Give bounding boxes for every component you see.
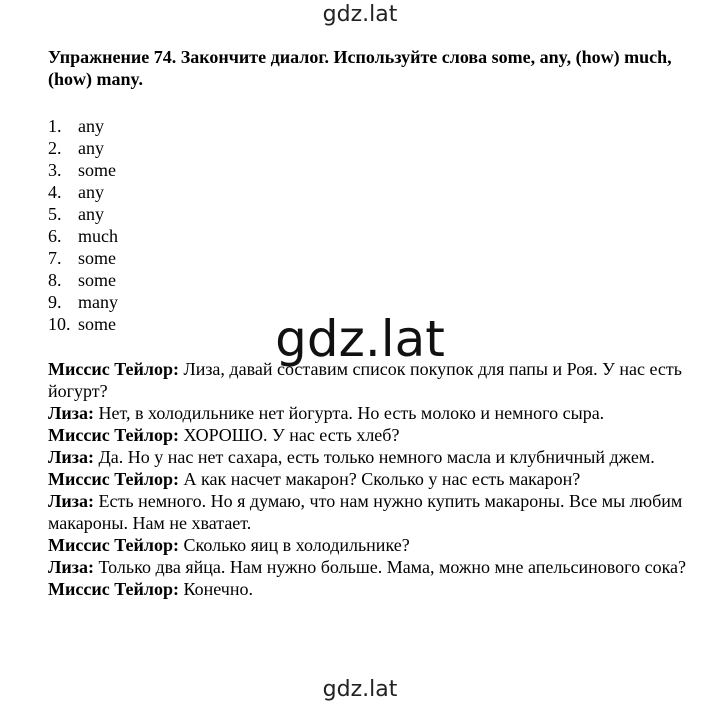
watermark-bottom: gdz.lat [322, 677, 398, 702]
speaker-name: Лиза: [48, 447, 95, 467]
answer-number: 5. [48, 204, 62, 224]
answer-number: 3. [48, 160, 62, 180]
dialog-line [48, 578, 698, 600]
speaker-name: Миссис Тейлор: [48, 359, 179, 379]
answer-number: 7. [48, 248, 62, 268]
line-text: Только два яйца. Нам нужно больше. Мама, можно мне апельсинового сока? [94, 557, 687, 577]
line-text: А как насчет макарон? Сколько у нас есть макарон? [178, 469, 581, 489]
answer-number: 1. [48, 116, 62, 136]
answer-item [48, 203, 118, 225]
watermark-middle: gdz.lat [275, 310, 445, 368]
answer-item [48, 225, 118, 247]
answer-item [48, 181, 118, 203]
speaker-name: Миссис Тейлор: [48, 579, 179, 599]
dialog-line [48, 556, 698, 578]
answer-word: any [78, 182, 104, 202]
speaker-name: Миссис Тейлор: [48, 425, 179, 445]
answer-word: many [78, 292, 118, 312]
watermark-top: gdz.lat [322, 2, 398, 27]
dialog-line [48, 490, 698, 534]
speaker-name: Миссис Тейлор: [48, 535, 179, 555]
answer-item [48, 159, 118, 181]
answer-number: 8. [48, 270, 62, 290]
dialog-line [48, 424, 698, 446]
answer-item [48, 247, 118, 269]
line-text: ХОРОШО. У нас есть хлеб? [178, 425, 400, 445]
dialog-line [48, 446, 698, 468]
line-text: Сколько яиц в холодильнике? [178, 535, 410, 555]
dialog-line [48, 358, 698, 402]
answer-word: much [78, 226, 118, 246]
answer-word: some [78, 160, 116, 180]
speaker-name: Лиза: [48, 403, 95, 423]
answer-number: 6. [48, 226, 62, 246]
line-text: Нет, в холодильнике нет йогурта. Но есть молоко и немного сыра. [94, 403, 605, 423]
answer-item [48, 137, 118, 159]
answer-word: some [78, 248, 116, 268]
exercise-title: Упражнение 74. Закончите диалог. Используйте слова some, any, (how) much, (how) many. [48, 47, 672, 89]
answer-item [48, 115, 118, 137]
answer-word: any [78, 138, 104, 158]
answer-word: some [78, 270, 116, 290]
answer-word: any [78, 116, 104, 136]
line-text: Да. Но у нас нет сахара, есть только немного масла и клубничный джем. [94, 447, 655, 467]
answer-word: any [78, 204, 104, 224]
answer-number: 2. [48, 138, 62, 158]
dialog-line [48, 468, 698, 490]
answer-number: 10. [48, 314, 71, 334]
answer-number: 4. [48, 182, 62, 202]
answer-word: some [78, 314, 116, 334]
dialog-line [48, 534, 698, 556]
answer-number: 9. [48, 292, 62, 312]
speaker-name: Миссис Тейлор: [48, 469, 179, 489]
answer-item [48, 269, 118, 291]
speaker-name: Лиза: [48, 557, 95, 577]
line-text: Есть немного. Но я думаю, что нам нужно купить макароны. Все мы любим макароны. Нам не хватает. [48, 491, 683, 533]
line-text: Лиза, давай составим список покупок для папы и Роя. У нас есть йогурт? [48, 359, 682, 401]
line-text: Конечно. [178, 579, 253, 599]
answer-list [48, 115, 118, 335]
dialog-line [48, 402, 698, 424]
dialog [48, 358, 698, 600]
speaker-name: Лиза: [48, 491, 95, 511]
